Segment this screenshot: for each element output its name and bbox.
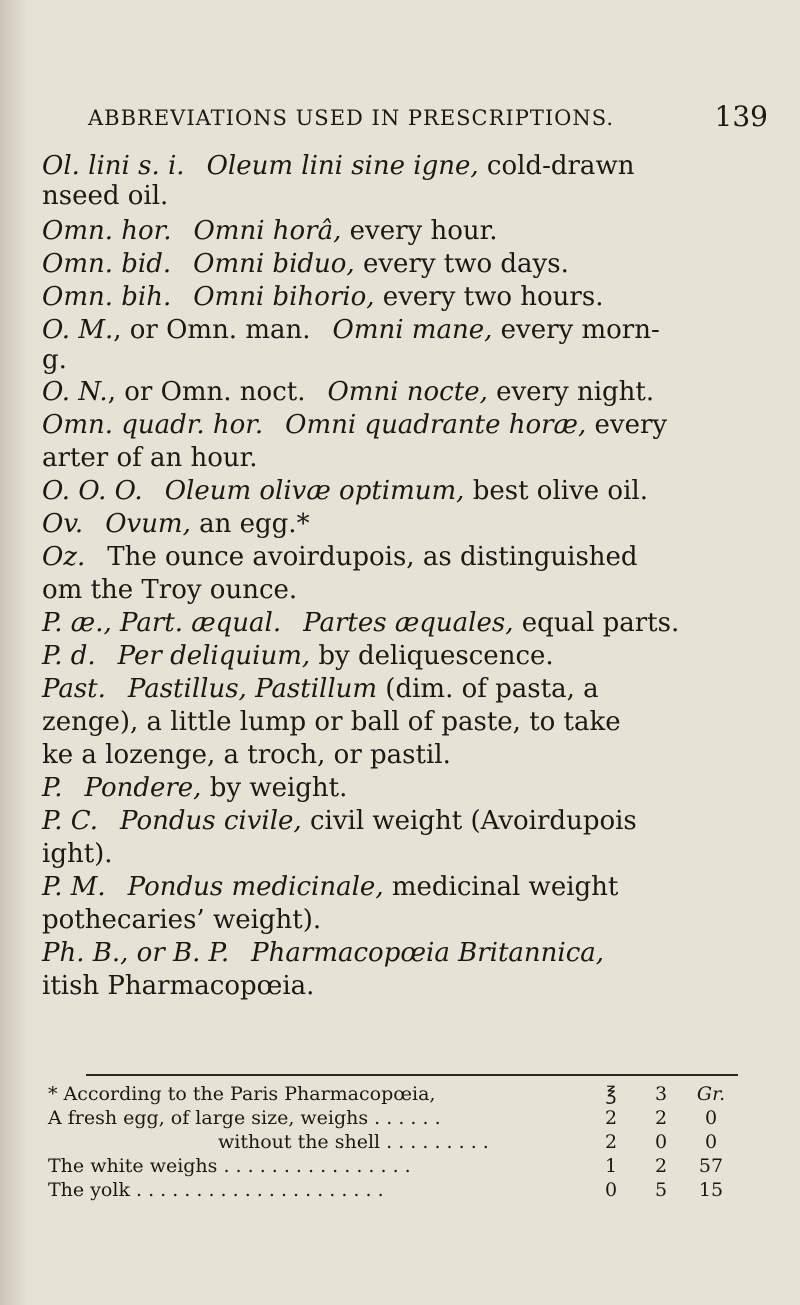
entry-abbreviation: Omn. quadr. hor. [42, 410, 264, 440]
footnote-row [48, 1178, 748, 1202]
footnote-label: The yolk . . . . . . . . . . . . . . . . . . . . . [48, 1179, 384, 1201]
entry-abbreviation: O. M. [42, 315, 114, 345]
entry-meaning: every morn- [492, 315, 660, 345]
entry-continuation: zenge), a little lump or ball of paste, to take [42, 707, 621, 737]
entry-line [42, 607, 772, 639]
footnote-grains: 0 [704, 1107, 718, 1129]
entry-line [42, 739, 772, 771]
entry-latin: Pondere, [84, 773, 202, 803]
footnote-grains: 0 [704, 1131, 718, 1153]
entry-line [42, 409, 772, 441]
entry-continuation: g. [42, 345, 67, 375]
entry-meaning: every [586, 410, 668, 440]
page-gutter-shadow [0, 0, 28, 1305]
footnote-ounces: 0 [604, 1179, 618, 1201]
entry-latin: Omni biduo, [193, 249, 355, 279]
entry-line [42, 871, 772, 903]
entry-line [42, 281, 772, 313]
footnote-grains: 15 [698, 1179, 724, 1201]
entry-abbreviation: Ov. [42, 509, 84, 539]
entry-latin: Partes æquales, [303, 608, 514, 638]
footnote-grains: Gr. [696, 1083, 726, 1105]
entry-meaning: every two days. [354, 249, 569, 279]
entry-line [42, 344, 772, 376]
footnote-drachms: 3 [654, 1083, 668, 1105]
entry-abbreviation: Oz. [42, 542, 86, 572]
footnote-ounces: 2 [604, 1131, 618, 1153]
entry-line [42, 574, 772, 606]
entry-latin: Pondus civile, [120, 806, 302, 836]
footnote-ounces: 1 [604, 1155, 618, 1177]
entry-latin: Oleum lini sine igne, [206, 151, 479, 181]
entry-meaning: medicinal weight [383, 872, 619, 902]
footnote-drachms: 2 [654, 1107, 668, 1129]
footnote-drachms: 5 [654, 1179, 668, 1201]
page-number: 139 [714, 100, 768, 133]
entry-abbreviation: P. C. [42, 806, 98, 836]
entry-abbreviation: O. O. O. [42, 476, 143, 506]
entry-line [42, 937, 772, 969]
footnote-row [48, 1130, 748, 1154]
entry-line [42, 673, 772, 705]
entry-latin: Oleum olivæ optimum, [164, 476, 465, 506]
footnote-ounces: ℥ [605, 1083, 617, 1105]
entry-latin: Omni horâ, [193, 216, 342, 246]
entry-line [42, 838, 772, 870]
entry-line [42, 248, 772, 280]
footnote-label: without the shell . . . . . . . . . [218, 1131, 489, 1153]
entry-line [42, 970, 772, 1002]
entry-latin: Ovum, [105, 509, 191, 539]
entry-meaning: (dim. of pasta, a [377, 674, 599, 704]
entry-abbreviation: Omn. bid. [42, 249, 172, 279]
entry-meaning: every night. [487, 377, 655, 407]
entry-line [42, 508, 772, 540]
entry-meaning: every hour. [341, 216, 498, 246]
footnote-row [48, 1106, 748, 1130]
entry-meaning: best olive oil. [464, 476, 648, 506]
entry-meaning: an egg.* [190, 509, 310, 539]
entry-meaning: cold-drawn [478, 151, 635, 181]
entry-latin: Omni nocte, [327, 377, 488, 407]
footnote-label: A fresh egg, of large size, weighs . . . . . . [48, 1107, 441, 1129]
entry-meaning: by weight. [201, 773, 348, 803]
entry-line [42, 640, 772, 672]
footnote-drachms: 2 [654, 1155, 668, 1177]
entry-line [42, 314, 772, 346]
entry-continuation: itish Pharmacopœia. [42, 971, 315, 1001]
entry-line [42, 772, 772, 804]
entry-abbreviation: Ol. lini s. i. [42, 151, 185, 181]
footnote-row [48, 1082, 748, 1106]
entry-abbreviation: P. M. [42, 872, 106, 902]
entry-continuation: nseed oil. [42, 181, 169, 211]
page-header [88, 100, 768, 140]
footnote-label: The white weighs . . . . . . . . . . . . . . . . [48, 1155, 411, 1177]
footnote-drachms: 0 [654, 1131, 668, 1153]
entry-line [42, 215, 772, 247]
entry-continuation: ight). [42, 839, 113, 869]
entry-line [42, 706, 772, 738]
entry-line [42, 150, 772, 182]
entry-continuation: ke a lozenge, a troch, or pastil. [42, 740, 451, 770]
entry-latin: Omni quadrante horæ, [285, 410, 587, 440]
footnote-row [48, 1154, 748, 1178]
footnote-label: * According to the Paris Pharmacopœia, [48, 1083, 436, 1105]
footnote-ounces: 2 [604, 1107, 618, 1129]
entry-latin: Omni bihorio, [193, 282, 375, 312]
entry-connector: , or Omn. man. [113, 315, 311, 345]
footnote-divider [86, 1074, 738, 1076]
entry-meaning: by deliquescence. [310, 641, 554, 671]
entry-latin: Pastillus, Pastillum [127, 674, 378, 704]
entry-abbreviation: Ph. B., or B. P. [42, 938, 230, 968]
entry-connector: , or Omn. noct. [107, 377, 306, 407]
entry-line [42, 904, 772, 936]
entry-line [42, 180, 772, 212]
entry-abbreviation: P. d. [42, 641, 96, 671]
entry-meaning: equal parts. [513, 608, 680, 638]
entry-continuation: arter of an hour. [42, 443, 258, 473]
entry-line [42, 541, 772, 573]
entry-line [42, 805, 772, 837]
entry-meaning: The ounce avoirdupois, as distinguished [107, 542, 638, 572]
entry-abbreviation: P. æ., Part. æqual. [42, 608, 282, 638]
entry-meaning: civil weight (Avoirdupois [301, 806, 637, 836]
entry-abbreviation: P. [42, 773, 63, 803]
entry-line [42, 376, 772, 408]
entry-line [42, 442, 772, 474]
entry-continuation: om the Troy ounce. [42, 575, 298, 605]
footnote-grains: 57 [698, 1155, 724, 1177]
entry-abbreviation: O. N. [42, 377, 108, 407]
entry-abbreviation: Past. [42, 674, 106, 704]
running-head: ABBREVIATIONS USED IN PRESCRIPTIONS. [88, 106, 615, 130]
entry-latin: Pharmacopœia Britannica, [251, 938, 605, 968]
entry-abbreviation: Omn. bih. [42, 282, 172, 312]
entry-meaning: every two hours. [374, 282, 604, 312]
entry-line [42, 475, 772, 507]
entry-latin: Per deliquium, [117, 641, 311, 671]
entry-latin: Pondus medicinale, [127, 872, 384, 902]
entry-abbreviation: Omn. hor. [42, 216, 172, 246]
entry-continuation: pothecaries’ weight). [42, 905, 322, 935]
entry-latin: Omni mane, [332, 315, 493, 345]
